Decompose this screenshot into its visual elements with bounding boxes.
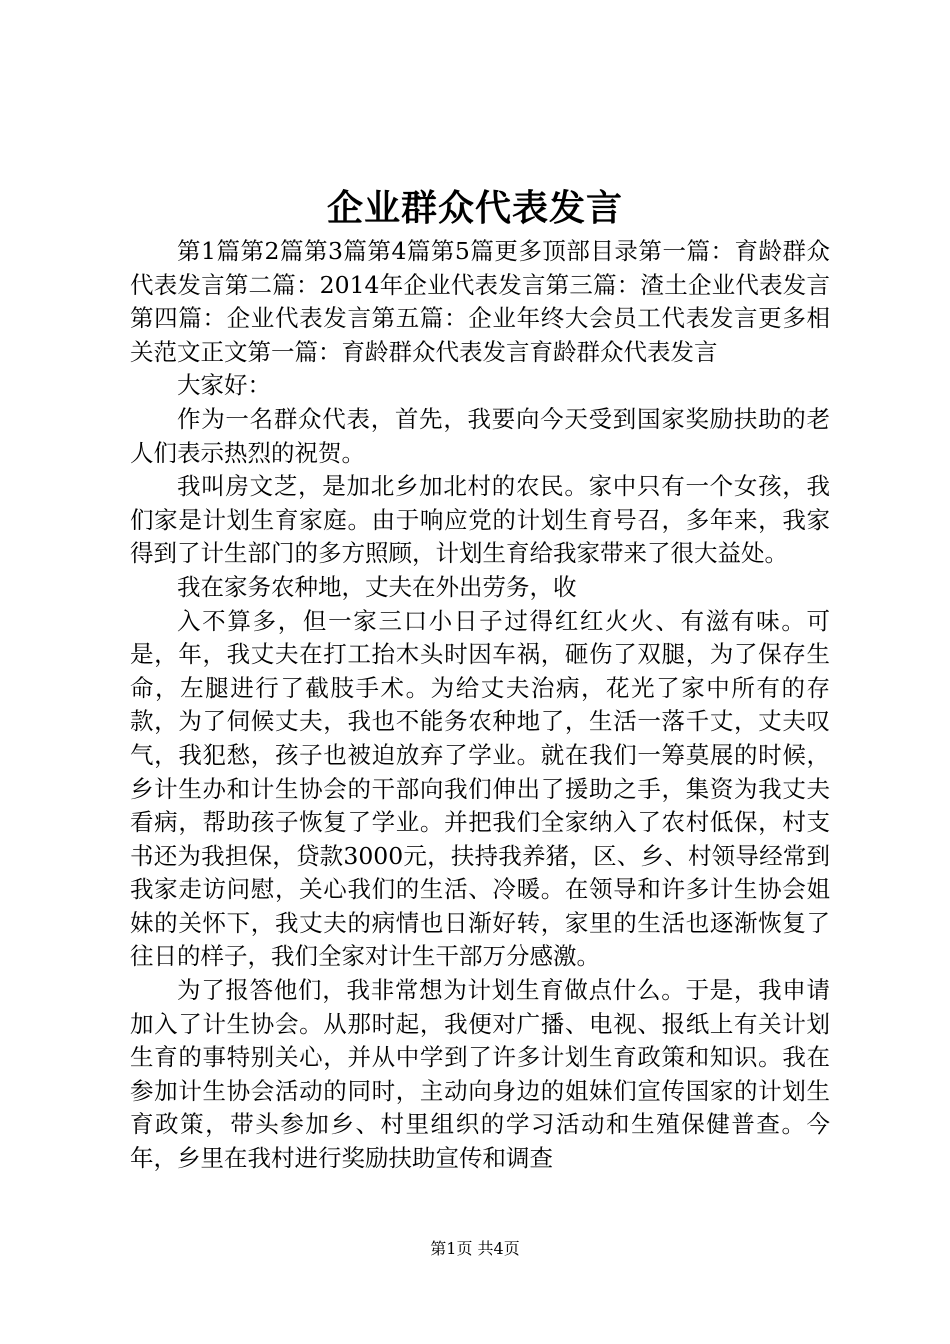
page-title: 企业群众代表发言	[326, 187, 623, 229]
page-footer: 第1页 共4页	[430, 1239, 520, 1258]
document-body	[130, 235, 830, 1176]
body-paragraph: 作为一名群众代表，首先，我要向今天受到国家奖励扶助的老人们表示热烈的祝贺。	[130, 404, 830, 467]
toc-paragraph: 第1篇第2篇第3篇第4篇第5篇更多顶部目录第一篇：育龄群众代表发言第二篇：2014年企业代表发言第三篇：渣土企业代表发言第四篇：企业代表发言第五篇：企业年终大会员工代表发言更多相关范文正文第一篇：育龄群众代表发言育龄群众代表发言	[130, 237, 830, 366]
body-paragraph: 为了报答他们，我非常想为计划生育做点什么。于是，我申请加入了计生协会。从那时起，我便对广播、电视、报纸上有关计划生育的事特别关心，并从中学到了许多计划生育政策和知识。我在参加计生协会活动的同时，主动向身边的姐妹们宣传国家的计划生育政策，带头参加乡、村里组织的学习活动和生殖保健普查。今年，乡里在我村进行奖励扶助宣传和调查	[130, 976, 830, 1173]
body-paragraph: 我在家务农种地，丈夫在外出劳务，收	[177, 572, 577, 601]
greeting-paragraph: 大家好：	[177, 371, 271, 400]
body-paragraph: 我叫房文芝，是加北乡加北村的农民。家中只有一个女孩，我们家是计划生育家庭。由于响应党的计划生育号召，多年来，我家得到了计生部门的多方照顾，计划生育给我家带来了很大益处。	[130, 472, 830, 568]
body-paragraph: 入不算多，但一家三口小日子过得红红火火、有滋有味。可是，年，我丈夫在打工抬木头时因车祸，砸伤了双腿，为了保存生命，左腿进行了截肢手术。为给丈夫治病，花光了家中所有的存款，为了伺候丈夫，我也不能务农种地了，生活一落千丈，丈夫叹气，我犯愁，孩子也被迫放弃了学业。就在我们一筹莫展的时候，乡计生办和计生协会的干部向我们伸出了援助之手，集资为我丈夫看病，帮助孩子恢复了学业。并把我们全家纳入了农村低保，村支书还为我担保，贷款3000元，扶持我养猪，区、乡、村领导经常到我家走访问慰，关心我们的生活、冷暖。在领导和许多计生协会姐妹的关怀下，我丈夫的病情也日渐好转，家里的生活也逐渐恢复了往日的样子，我们全家对计生干部万分感激。	[130, 606, 830, 971]
